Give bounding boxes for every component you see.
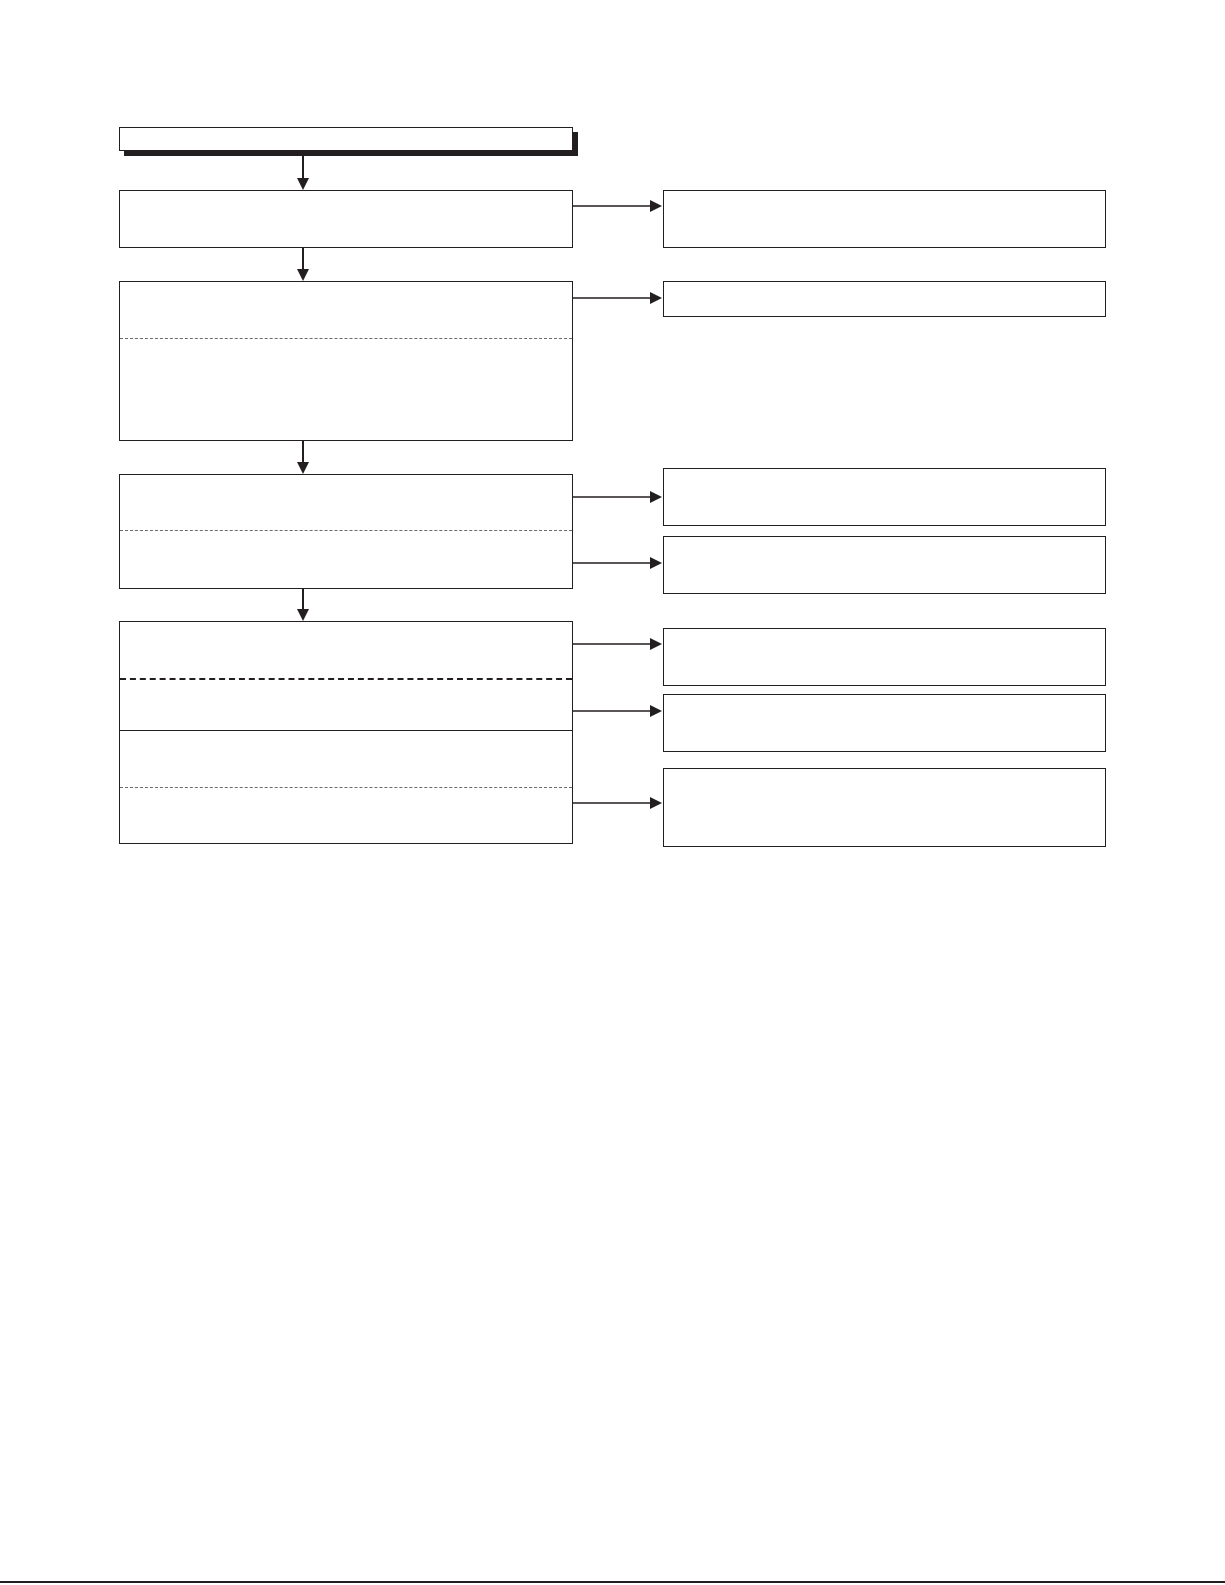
title-box: [119, 127, 573, 151]
step-3-divider: [120, 530, 572, 531]
step-4-box: [119, 621, 573, 844]
step-2-box: [119, 281, 573, 441]
outcome-box-7: [663, 768, 1106, 847]
outcome-box-3: [663, 468, 1106, 526]
outcome-box-6: [663, 694, 1106, 752]
step-1-box: [119, 190, 573, 248]
outcome-box-4: [663, 536, 1106, 594]
outcome-box-5: [663, 628, 1106, 686]
step-4-divider-1: [120, 678, 572, 680]
step-4-divider-2: [120, 730, 572, 731]
outcome-box-1: [663, 190, 1106, 248]
step-4-divider-3: [120, 787, 572, 788]
page-bottom-rule: [0, 1581, 1225, 1583]
outcome-box-2: [663, 281, 1106, 317]
step-2-divider: [120, 338, 572, 339]
step-3-box: [119, 474, 573, 589]
